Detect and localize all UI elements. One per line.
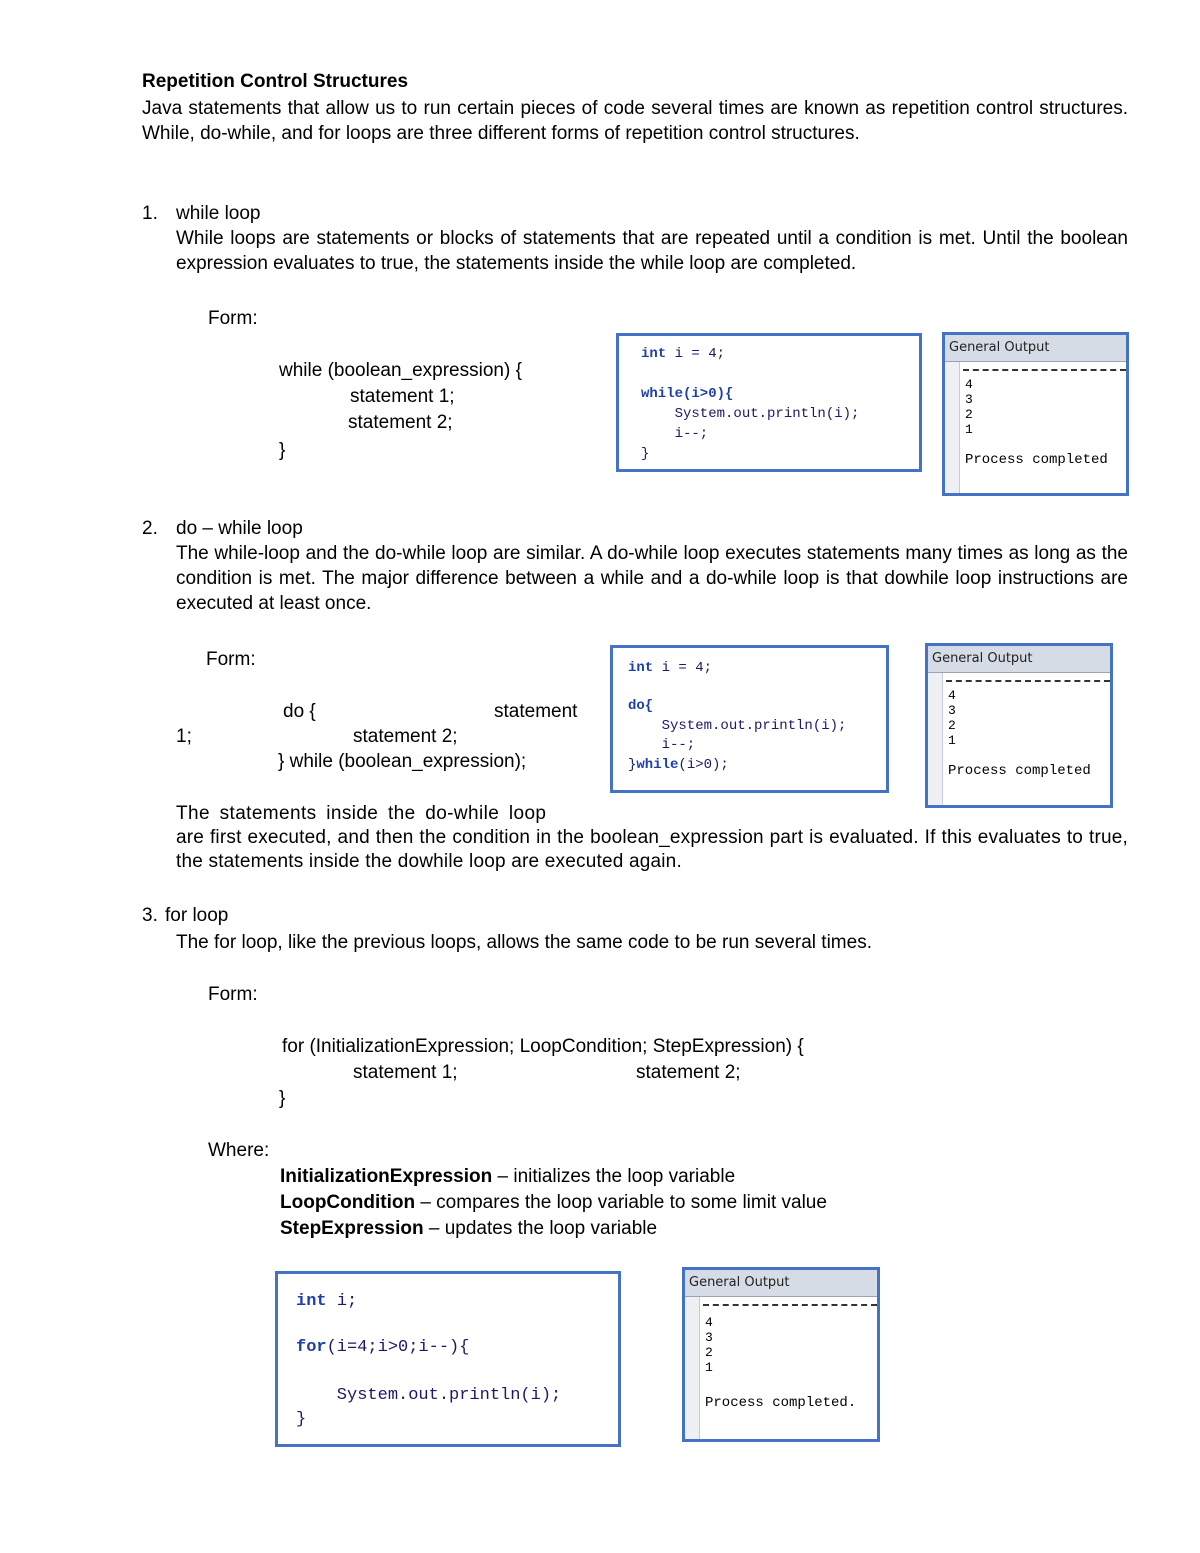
form-line: for (InitializationExpression; LoopCondition; StepExpression) {	[282, 1036, 804, 1057]
while-description: While loops are statements or blocks of statements that are repeated until a condition is met. Until the boolean expression evaluates to true, the statements inside the while loop are completed.	[176, 228, 1128, 274]
intro-paragraph: Java statements that allow us to run certain pieces of code several times are known as repetition control structures. While, do-while, and for loops are three different forms of repetition control structures.	[142, 98, 1128, 144]
where-item	[280, 1190, 827, 1215]
code-line: int i = 4;	[641, 346, 726, 362]
form-label: Form:	[208, 308, 258, 329]
section-heading-while: while loop	[176, 203, 261, 224]
output-line: 3	[705, 1330, 713, 1345]
code-line: }	[641, 446, 650, 462]
section-heading-dowhile: do – while loop	[176, 518, 303, 539]
output-gutter	[928, 673, 943, 805]
where-term: InitializationExpression	[280, 1166, 493, 1187]
output-line: 4	[705, 1315, 713, 1330]
code-line: do{	[628, 698, 654, 714]
code-line: System.out.println(i);	[296, 1386, 562, 1405]
output-panel-title: General Output	[685, 1270, 877, 1297]
for-code-snippet	[275, 1271, 621, 1447]
output-line: 2	[705, 1345, 713, 1360]
form-line: while (boolean_expression) {	[279, 360, 522, 381]
for-description: The for loop, like the previous loops, allows the same code to be run several times.	[176, 932, 872, 953]
where-item	[280, 1216, 657, 1241]
output-status: Process completed	[965, 452, 1108, 468]
dowhile-output-panel	[925, 643, 1113, 808]
output-divider	[946, 680, 1110, 682]
while-output-panel	[942, 332, 1129, 496]
code-line: int i;	[296, 1292, 358, 1311]
output-line: 4	[965, 377, 973, 392]
output-line: 4	[948, 688, 956, 703]
section-heading-for: for loop	[165, 905, 229, 926]
form-line: statement 1;	[353, 1062, 458, 1083]
output-gutter	[685, 1297, 700, 1439]
form-line: statement 2;	[353, 726, 458, 747]
code-line: System.out.println(i);	[641, 406, 860, 422]
form-line: statement 2;	[348, 412, 453, 433]
code-line: i--;	[628, 737, 696, 753]
output-panel-title: General Output	[928, 646, 1110, 673]
output-line: 1	[705, 1360, 713, 1375]
section-number: 2.	[142, 518, 158, 539]
where-item	[280, 1164, 735, 1189]
code-line: i--;	[641, 426, 709, 442]
while-code-snippet	[616, 333, 922, 472]
code-line: }while(i>0);	[628, 757, 729, 773]
dowhile-description: The while-loop and the do-while loop are similar. A do-while loop executes statements many times as long as the condition is met. The major difference between a while and a do-while loop is that dowhile loop instructions are executed at least once.	[176, 543, 1128, 614]
for-output-panel	[682, 1267, 880, 1442]
form-line: }	[279, 1088, 286, 1109]
where-desc: – initializes the loop variable	[492, 1166, 736, 1187]
output-line: 3	[948, 703, 956, 718]
where-desc: – compares the loop variable to some limit value	[415, 1192, 827, 1213]
page-title: Repetition Control Structures	[142, 71, 409, 92]
form-line: } while (boolean_expression);	[278, 751, 527, 772]
form-line: }	[279, 440, 286, 461]
form-line: 1;	[176, 726, 192, 747]
output-divider	[703, 1304, 877, 1306]
form-line: statement	[494, 701, 578, 722]
form-line: statement 2;	[636, 1062, 741, 1083]
output-gutter	[945, 362, 960, 493]
code-line: }	[296, 1410, 307, 1429]
form-line: statement 1;	[350, 386, 455, 407]
code-line: for(i=4;i>0;i--){	[296, 1338, 470, 1357]
form-label: Form:	[208, 984, 258, 1005]
section-number: 1.	[142, 203, 158, 224]
dowhile-explanation: are first executed, and then the condition in the boolean_expression part is evaluated. If this evaluates to true, the statements inside the dowhile loop are executed again.	[176, 827, 1128, 872]
output-line: 2	[948, 718, 956, 733]
where-desc: – updates the loop variable	[423, 1218, 658, 1239]
form-line: do {	[283, 701, 316, 722]
output-status: Process completed	[948, 763, 1091, 779]
output-status: Process completed.	[705, 1395, 857, 1411]
output-line: 1	[948, 733, 956, 748]
form-label: Form:	[206, 649, 256, 670]
output-divider	[963, 369, 1126, 371]
dowhile-explanation: The statements inside the do-while loop	[176, 803, 547, 824]
where-label: Where:	[208, 1140, 270, 1161]
where-term: StepExpression	[280, 1218, 424, 1239]
where-term: LoopCondition	[280, 1192, 416, 1213]
section-number: 3.	[142, 905, 158, 926]
code-line: while(i>0){	[641, 386, 734, 402]
code-line: int i = 4;	[628, 660, 713, 676]
dowhile-code-snippet	[610, 645, 889, 793]
code-line: System.out.println(i);	[628, 718, 847, 734]
output-line: 1	[965, 422, 973, 437]
output-panel-title: General Output	[945, 335, 1126, 362]
output-line: 2	[965, 407, 973, 422]
output-line: 3	[965, 392, 973, 407]
